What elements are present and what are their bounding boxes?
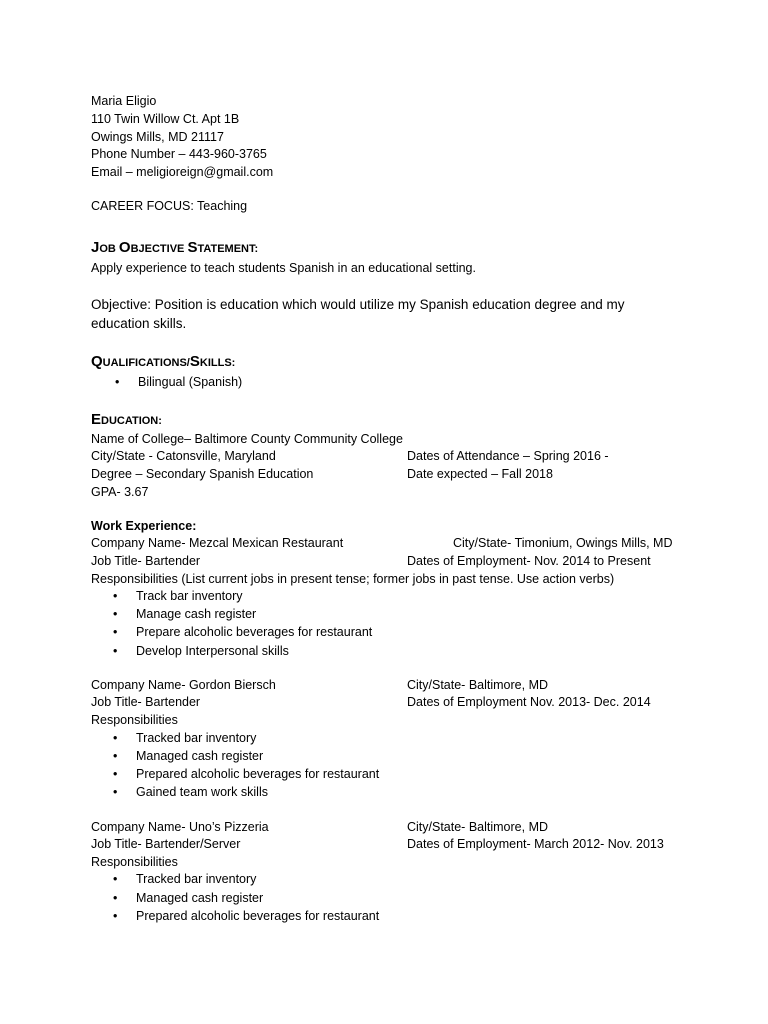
job-responsibilities-label: Responsibilities — [91, 855, 178, 869]
education-degree: Degree – Secondary Spanish Education — [91, 467, 314, 481]
education-heading — [91, 412, 162, 429]
job-responsibilities-label: Responsibilities (List current jobs in present tense; former jobs in past tense. Use action verbs) — [91, 572, 615, 586]
heading-part: J — [91, 239, 100, 256]
bullet-icon: • — [113, 749, 118, 763]
education-college: Name of College– Baltimore County Community College — [91, 432, 403, 446]
list-item-text: Gained team work skills — [136, 785, 268, 799]
job-dates: Dates of Employment Nov. 2013- Dec. 2014 — [407, 695, 651, 709]
bullet-icon: • — [113, 625, 118, 639]
job-company: Company Name- Uno’s Pizzeria — [91, 820, 269, 834]
list-item-text: Manage cash register — [136, 607, 257, 621]
education-city-state: City/State - Catonsville, Maryland — [91, 449, 276, 463]
job-objective-statement: Apply experience to teach students Spanish in an educational setting. — [91, 261, 476, 275]
heading-part: KILLS: — [199, 357, 236, 369]
contact-phone: Phone Number – 443-960-3765 — [91, 147, 267, 161]
bullet-icon: • — [113, 644, 118, 658]
heading-part: O — [118, 239, 131, 256]
career-focus: CAREER FOCUS: Teaching — [91, 199, 248, 213]
heading-part: UALIFICATIONS/ — [102, 357, 190, 369]
objective-line-1: Objective: Position is education which would utilize my Spanish education degree and my — [91, 297, 625, 312]
job-city-state: City/State- Timonium, Owings Mills, MD — [453, 536, 673, 550]
job-dates: Dates of Employment- Nov. 2014 to Present — [407, 554, 651, 568]
list-item-text: Prepared alcoholic beverages for restaurant — [136, 909, 380, 923]
heading-part: TATEMENT: — [197, 243, 259, 255]
heading-part: DUCATION: — [101, 415, 162, 427]
list-item-text: Managed cash register — [136, 749, 264, 763]
job-company: Company Name- Mezcal Mexican Restaurant — [91, 536, 344, 550]
education-date-expected: Date expected – Fall 2018 — [407, 467, 553, 481]
job-objective-heading — [91, 240, 258, 257]
contact-email: Email – meligioreign@gmail.com — [91, 165, 274, 179]
list-item-text: Prepared alcoholic beverages for restaurant — [136, 767, 380, 781]
list-item-text: Managed cash register — [136, 891, 264, 905]
bullet-icon: • — [113, 909, 118, 923]
bullet-icon: • — [113, 785, 118, 799]
objective-line-2: education skills. — [91, 316, 187, 331]
list-item-text: Tracked bar inventory — [136, 872, 257, 886]
education-dates-attendance: Dates of Attendance – Spring 2016 - — [407, 449, 609, 463]
contact-address-line1: 110 Twin Willow Ct. Apt 1B — [91, 112, 240, 126]
qualifications-heading — [91, 354, 235, 371]
bullet-icon: • — [113, 872, 118, 886]
list-item-text: Track bar inventory — [136, 589, 243, 603]
job-city-state: City/State- Baltimore, MD — [407, 678, 549, 692]
bullet-icon: • — [115, 375, 120, 389]
job-responsibilities-label: Responsibilities — [91, 713, 178, 727]
job-title: Job Title- Bartender — [91, 554, 201, 568]
bullet-icon: • — [113, 767, 118, 781]
heading-part: S — [189, 353, 200, 370]
job-title: Job Title- Bartender — [91, 695, 201, 709]
education-gpa: GPA- 3.67 — [91, 485, 149, 499]
contact-name: Maria Eligio — [91, 94, 157, 108]
contact-address-line2: Owings Mills, MD 21117 — [91, 130, 224, 144]
list-item-text: Develop Interpersonal skills — [136, 644, 289, 658]
job-city-state: City/State- Baltimore, MD — [407, 820, 549, 834]
job-company: Company Name- Gordon Biersch — [91, 678, 276, 692]
heading-part: BJECTIVE — [130, 243, 188, 255]
bullet-icon: • — [113, 891, 118, 905]
work-experience-heading: Work Experience: — [91, 519, 197, 533]
heading-part: E — [91, 411, 102, 428]
heading-part: S — [187, 239, 198, 256]
list-item-text: Prepare alcoholic beverages for restaurant — [136, 625, 373, 639]
list-item-text: Tracked bar inventory — [136, 731, 257, 745]
job-dates: Dates of Employment- March 2012- Nov. 2013 — [407, 837, 664, 851]
qualification-text: Bilingual (Spanish) — [138, 375, 243, 389]
heading-part: OB — [99, 243, 119, 255]
bullet-icon: • — [113, 607, 118, 621]
heading-part: Q — [91, 353, 103, 370]
bullet-icon: • — [113, 731, 118, 745]
job-title: Job Title- Bartender/Server — [91, 837, 241, 851]
bullet-icon: • — [113, 589, 118, 603]
